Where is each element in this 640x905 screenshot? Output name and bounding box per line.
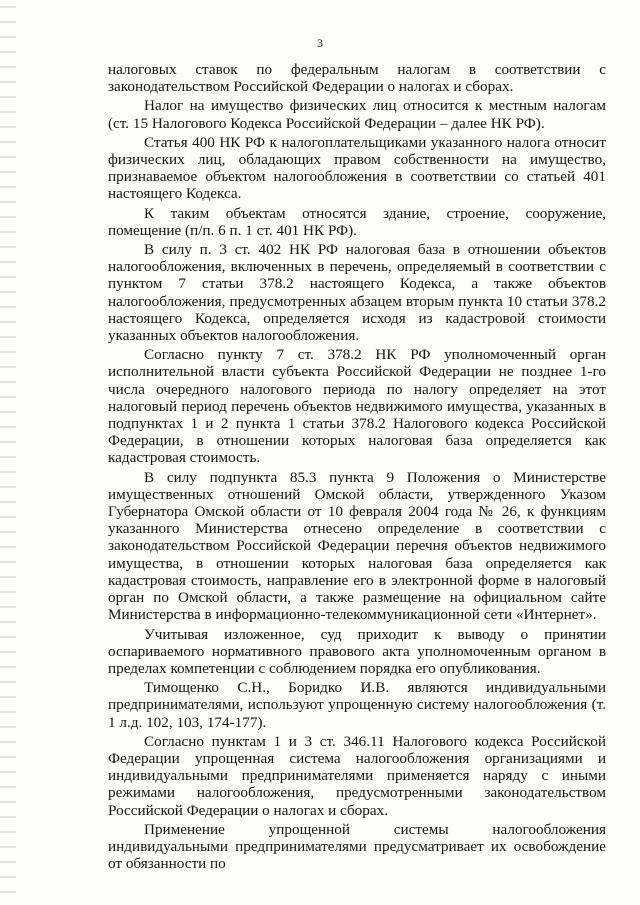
paragraph-8: Учитывая изложенное, суд приходит к выводу о принятии оспариваемого нормативного правового акта уполномоченным органом в пределах компетенции с соблюдением порядка его опубликования.	[108, 625, 606, 677]
paragraph-10: Согласно пунктам 1 и 3 ст. 346.11 Налогового кодекса Российской Федерации упрощенная система налогообложения организациями и индивидуальными предпринимателями применяется наряду с иными режимами налогообложения, предусмотренными законодательством Российской Федерации о налогах и сборах.	[108, 732, 606, 819]
paragraph-7: В силу подпункта 85.3 пункта 9 Положения о Министерстве имущественных отношений Омской области, утвержденного Указом Губернатора Омской области от 10 февраля 2004 года № 26, к функциям указанного Министерства отнесено определение в соответствии с законодательством Российской Федерации перечня объектов недвижимого имущества, в отношении которых налоговая база определяется как кадастровая стоимость, направление его в электронной форме в налоговый орган по Омской области, а также размещение на официальном сайте Министерства в информационно-телекоммуникационной сети «Интернет».	[108, 468, 606, 624]
paragraph-3: Статья 400 НК РФ к налогоплательщиками указанного налога относит физических лиц, обладающих правом собственности на имущество, признаваемое объектом налогообложения в соответствии со статьей 401 настоящего Кодекса.	[108, 133, 606, 203]
document-body	[108, 61, 606, 874]
paragraph-1: налоговых ставок по федеральным налогам в соответствии с законодательством Российской Федерации о налогах и сборах.	[108, 61, 606, 96]
page-number: 3	[317, 36, 323, 50]
scan-binding-strip	[0, 0, 16, 905]
paragraph-9: Тимощенко С.Н., Боридко И.В. являются индивидуальными предпринимателями, используют упрощенную систему налогообложения (т. 1 л.д. 102, 103, 174-177).	[108, 679, 606, 731]
paragraph-2: Налог на имущество физических лиц относится к местным налогам (ст. 15 Налогового Кодекса Российской Федерации – далее НК РФ).	[108, 97, 606, 132]
paragraph-6: Согласно пункту 7 ст. 378.2 НК РФ уполномоченный орган исполнительной власти субъекта Российской Федерации не позднее 1-го числа очередного налогового периода по налогу определяет на этот налоговый период перечень объектов недвижимого имущества, указанных в подпунктах 1 и 2 пункта 1 статьи 378.2 Налогового кодекса Российской Федерации, в отношении которых налоговая база определяется как кадастровая стоимость.	[108, 346, 606, 467]
paragraph-5: В силу п. 3 ст. 402 НК РФ налоговая база в отношении объектов налогообложения, включенных в перечень, определяемый в соответствии с пунктом 7 статьи 378.2 настоящего Кодекса, а также объектов налогообложения, предусмотренных абзацем вторым пункта 10 статьи 378.2 настоящего Кодекса, определяется исходя из кадастровой стоимости указанных объектов налогообложения.	[108, 241, 606, 345]
paragraph-4: К таким объектам относятся здание, строение, сооружение, помещение (п/п. 6 п. 1 ст. 401 НК РФ).	[108, 204, 606, 239]
paragraph-11: Применение упрощенной системы налогообложения индивидуальными предпринимателями предусматривает их освобождение от обязанности по	[108, 820, 606, 873]
